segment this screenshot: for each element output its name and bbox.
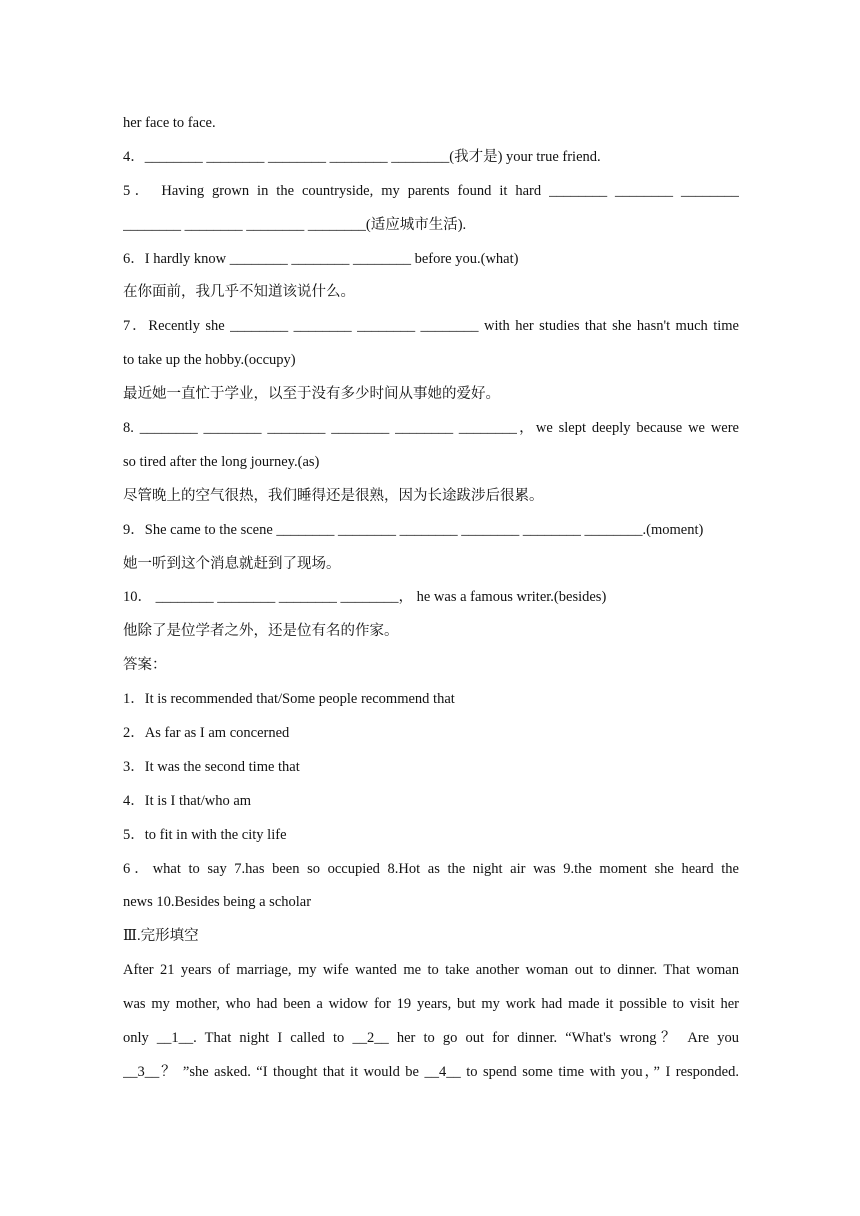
- answers-9-to-10: news 10.Besides being a scholar: [123, 894, 312, 911]
- question-10-line: 10． ________ ________ ________ ________， he was a famous writer.(besides): [123, 589, 607, 606]
- question-9-translation: 她一听到这个消息就赶到了现场。: [123, 555, 341, 572]
- question-4-line: 4．________ ________ ________ ________ ________(我才是) your true friend.: [123, 148, 601, 165]
- question-8-line-2: so tired after the long journey.(as): [123, 453, 320, 470]
- cloze-passage-line-1: After 21 years of marriage, my wife wanted me to take another woman out to dinner. That woman: [123, 962, 739, 979]
- question-6-line: 6．I hardly know ________ ________ ________ before you.(what): [123, 250, 519, 267]
- answer-5: 5．to fit in with the city life: [123, 826, 287, 843]
- section-iii-heading: Ⅲ.完形填空: [123, 928, 199, 945]
- question-8-line-1: 8. ________ ________ ________ ________ ________ ________，we slept deeply because we were: [123, 420, 739, 437]
- question-7-translation: 最近她一直忙于学业，以至于没有多少时间从事她的爱好。: [123, 386, 500, 403]
- text-line-1: her face to face.: [123, 115, 216, 131]
- answers-heading: 答案：: [123, 657, 167, 674]
- cloze-passage-line-2: was my mother, who had been a widow for 19 years, but my work had made it possible to visit her: [123, 996, 739, 1013]
- question-5-line-2: ________ ________ ________ ________(适应城市生活).: [123, 216, 467, 233]
- question-6-translation: 在你面前，我几乎不知道该说什么。: [123, 284, 355, 301]
- question-7-line-2: to take up the hobby.(occupy): [123, 352, 296, 369]
- question-5-line-1: 5． Having grown in the countryside, my parents found it hard ________ ________ ________: [123, 182, 739, 199]
- question-10-translation: 他除了是位学者之外，还是位有名的作家。: [123, 623, 399, 640]
- answers-6-to-9: 6．what to say 7.has been so occupied 8.Hot as the night air was 9.the moment she heard the: [123, 860, 739, 877]
- answer-1: 1．It is recommended that/Some people recommend that: [123, 691, 455, 708]
- question-8-translation: 尽管晚上的空气很热，我们睡得还是很熟，因为长途跋涉后很累。: [123, 487, 544, 504]
- answer-4: 4．It is I that/who am: [123, 792, 252, 809]
- cloze-passage-line-3: only __1__. That night I called to __2__ her to go out for dinner. “What's wrong？ Are you: [123, 1030, 739, 1047]
- question-7-line-1: 7．Recently she ________ ________ ________ ________ with her studies that she hasn't much time: [123, 318, 739, 335]
- answer-2: 2．As far as I am concerned: [123, 725, 290, 742]
- document-body: [123, 107, 739, 1090]
- question-9-line: 9．She came to the scene ________ ________ ________ ________ ________ ________.(moment): [123, 521, 704, 538]
- cloze-passage-line-4: __3__？ ”she asked. “I thought that it would be __4__ to spend some time with you，” I responded.: [123, 1063, 739, 1080]
- answer-3: 3．It was the second time that: [123, 758, 300, 775]
